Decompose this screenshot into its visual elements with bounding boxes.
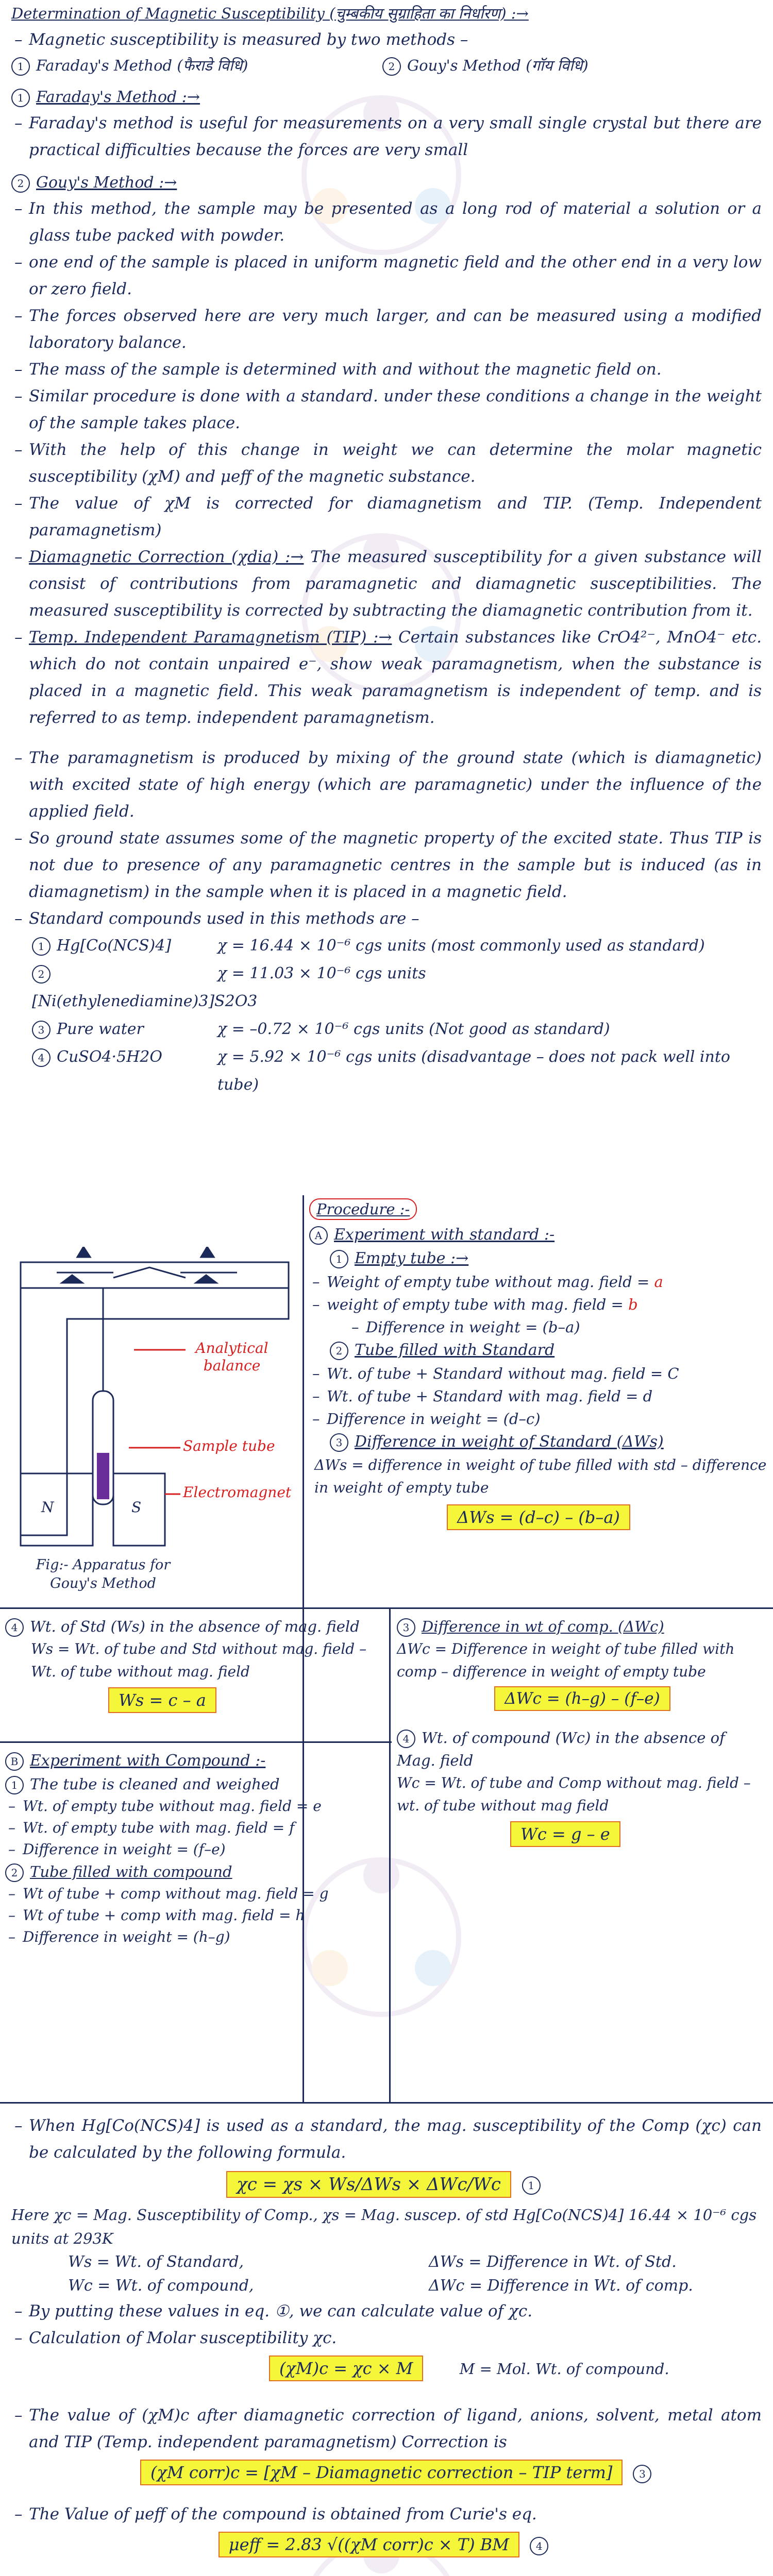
corrected-formula: (χM corr)c = [χM – Diamagnetic correction – TIP term] xyxy=(140,2460,623,2485)
ws-definition: Ws = Wt. of tube and Std without mag. field – Wt. of tube without mag. field xyxy=(31,1640,367,1680)
dia-correction xyxy=(11,544,762,624)
wc-heading: Wt. of compound (Wc) in the absence of Mag. field xyxy=(397,1729,725,1769)
method-gouy: Gouy's Method (गॉय विधि) xyxy=(407,57,589,74)
dwc-heading: Difference in wt of comp. (ΔWc) xyxy=(422,1618,664,1635)
comp-weight-block: 3 Difference in wt of comp. (ΔWc) ΔWc = Difference in weight of tube filled with comp – difference in weight of empty tube ΔWc = (h–g) – (f–e) 4 Wt. of compound (Wc) in the absence of Mag. field Wc = Wt. of tube and Comp without mag. field – wt. of tube without mag field Wc = g – e xyxy=(397,1615,768,1847)
std-with-field: – Wt. of tube + Standard with mag. field = d xyxy=(309,1385,768,1408)
faraday-heading: Faraday's Method :→ xyxy=(36,88,200,106)
tip-explanation: – The paramagnetism is produced by mixing of the ground state (which is diamagnetic) with excited state of high energy (which are paramagnetic) under the influence of the applied field. xyxy=(11,744,762,825)
tip-explanation: – Standard compounds used in this methods are – xyxy=(11,905,762,932)
standard-number: 3 xyxy=(32,1021,51,1039)
wc-definition: Wc = Wt. of tube and Comp without mag. field – wt. of tube without mag field xyxy=(397,1774,751,1814)
empty-difference: – Difference in weight = (b–a) xyxy=(309,1316,768,1338)
calc-p2: – Calculation of Molar susceptibility χc. xyxy=(11,2325,762,2351)
gouy-points xyxy=(11,195,762,544)
standard-number: 4 xyxy=(32,1048,51,1067)
column-divider xyxy=(389,1607,391,2102)
intro-section: Determination of Magnetic Susceptibility (चुम्बकीय सुग्राहिता का निर्धारण) :→ – Magnetic susceptibility is measured by two methods – 1 Faraday's Method (फैराडे विधि) 2 Gouy's Method (गॉय विधि) 1 Faraday's Method :→ – Faraday's method is useful for measurements on a very small single crystal but there are practical difficulties because the forces are very small 2 Gouy's Method :→ – In this method, the sample may be presented as a long rod of material a solution or a glass tube packed with powder. – one end of the sample is placed in uniform magnetic field and the other end in a very low or zero field. – The forces observed here are very much larger, and can be measured using a modified laboratory balance. – The mass of the sample is determined with and without the magnetic field on. – Similar procedure is done with a standard. under these conditions a change in the weight of the sample takes place. – With the help of this change in weight we can determine the molar magnetic susceptibility (χM) and μeff of the magnetic substance. – The value of χM is corrected for diamagnetism and TIP. (Temp. Independent paramagnetism) – Diamagnetic Correction (χdia) :→ The measured susceptibility for a given substance will consist of contributions from paramagnetic and diamagnetic susceptibilities. The measured susceptibility is corrected by subtracting the diamagnetic contribution from it. – Temp. Independent Paramagnetism (TIP) :→ Certain substances like CrO4²⁻, MnO4⁻ etc. which do not contain unpaired e⁻, show weak paramagnetism, when the substance is placed in a magnetic field. This weak paramagnetism is independent of temp. and is referred to as temp. independent paramagnetism. – The paramagnetism is produced by mixing of the ground state (which is diamagnetic) with excited state of high energy (which are paramagnetic) under the influence of the applied field. – So ground state assumes some of the magnetic property of the excited state. Thus TIP is not due to presence of any paramagnetic centres in the sample but is induced (as in diamagnetism) in the sample when it is placed in a magnetic field. – Standard compounds used in this methods are – 1 Hg[Co(NCS)4] χ = 16.44 × 10⁻⁶ cgs units (most commonly used as standard) 2[Ni(ethylenediamine)3]S2O3 χ = 11.03 × 10⁻⁶ cgs units 3 Pure water χ = –0.72 × 10⁻⁶ cgs units (Not good as standard) 4 CuSO4·5H2O χ = 5.92 × 10⁻⁶ cgs units (disadvantage – does not pack well into tube) xyxy=(0,3,773,1099)
eq-number: 1 xyxy=(522,2176,541,2195)
calc-p3: – The value of (χM)c after diamagnetic correction of ligand, anions, solvent, metal atom and TIP (Temp. independent paramagnetism) Correction is xyxy=(11,2402,762,2455)
method-faraday: Faraday's Method (फैराडे विधि) xyxy=(36,57,248,74)
balance-label: Analytical balance xyxy=(195,1340,268,1374)
standard-number: 1 xyxy=(32,937,51,956)
divider xyxy=(0,1607,304,1609)
faraday-text: – Faraday's method is useful for measurements on a very small single crystal but there are practical difficulties because the forces are very small xyxy=(11,110,762,163)
susceptibility-formula: χc = χs × Ws/ΔWs × ΔWc/Wc xyxy=(226,2171,511,2198)
procedure-title: Procedure :- xyxy=(309,1198,417,1220)
standard-compound xyxy=(32,1043,762,1099)
calc-p1: – By putting these values in eq. ①, we can calculate value of χc. xyxy=(11,2298,762,2325)
exp-compound-heading: Experiment with Compound :- xyxy=(30,1752,266,1770)
tube-cleaned: The tube is cleaned and weighed xyxy=(30,1775,280,1793)
empty-no-field: Weight of empty tube without mag. field = xyxy=(327,1273,650,1291)
here-definitions: Here χc = Mag. Susceptibility of Comp., χs = Mag. suscep. of std Hg[Co(NCS)4] 16.44 × 10⁻⁶ cgs units at 293K xyxy=(11,2206,757,2247)
gouy-point: – In this method, the sample may be presented as a long rod of material a solution or a glass tube packed with powder. xyxy=(11,195,762,249)
comp-difference: – Difference in weight = (h–g) xyxy=(5,1926,384,1948)
empty-with-field: weight of empty tube with mag. field = xyxy=(327,1296,624,1313)
comp-with-field: – Wt of tube + comp with mag. field = h xyxy=(5,1905,384,1926)
std-weight-block: 4 Wt. of Std (Ws) in the absence of mag. field Ws = Wt. of tube and Std without mag. field – Wt. of tube without mag. field Ws = c – a xyxy=(5,1615,384,1713)
dia-label: Diamagnetic Correction (χdia) :→ xyxy=(29,548,304,566)
gouy-point: – The value of χM is corrected for diamagnetism and TIP. (Temp. Independent paramagnetism) xyxy=(11,490,762,544)
divider xyxy=(0,1741,392,1743)
gouy-point: – Similar procedure is done with a standard. under these conditions a change in the weight of the sample takes place. xyxy=(11,383,762,436)
tip-explanation: – So ground state assumes some of the magnetic property of the excited state. Thus TIP is not due to presence of any paramagnetic centres in the sample but is induced (as in diamagnetism) in the sample when it is placed in a magnetic field. xyxy=(11,825,762,905)
molar-formula: (χM)c = χc × M xyxy=(269,2355,423,2381)
procedure-compound: B Experiment with Compound :- 1 The tube is cleaned and weighed – Wt. of empty tube without mag. field = e – Wt. of empty tube with mag. field = f – Difference in weight = (f–e) 2 Tube filled with compound – Wt of tube + comp without mag. field = g – Wt of tube + comp with mag. field = h – Difference in weight = (h–g) xyxy=(5,1749,384,1948)
exp-standard-heading: Experiment with standard :- xyxy=(334,1226,555,1244)
tip-paragraph xyxy=(11,624,762,731)
standard-value: χ = 5.92 × 10⁻⁶ cgs units (disadvantage – does not pack well into tube) xyxy=(217,1048,730,1094)
standard-compound xyxy=(32,960,762,1015)
divider xyxy=(303,1607,773,1609)
dwc-formula: ΔWc = (h–g) – (f–e) xyxy=(494,1686,670,1711)
gouy-point: – The mass of the sample is determined with and without the magnetic field on. xyxy=(11,356,762,383)
method-list: 1 Faraday's Method (फैराडे विधि) 2 Gouy's Method (गॉय विधि) xyxy=(11,53,762,78)
gouy-point: – With the help of this change in weight we can determine the molar magnetic susceptibility (χM) and μeff of the magnetic substance. xyxy=(11,436,762,490)
electromagnet-label: Electromagnet xyxy=(183,1484,292,1501)
dwc-label: ΔWc = Difference in Wt. of comp. xyxy=(429,2277,693,2295)
standard-name: [Ni(ethylenediamine)3]S2O3 xyxy=(32,992,258,1010)
standards-list xyxy=(11,932,762,1099)
comp-empty-difference: – Difference in weight = (f–e) xyxy=(5,1839,384,1860)
std-difference: – Difference in weight = (d–c) xyxy=(309,1408,768,1430)
standard-value: χ = 16.44 × 10⁻⁶ cgs units (most commonly used as standard) xyxy=(217,937,705,955)
calculation-section xyxy=(11,2112,762,2576)
value-a: a xyxy=(654,1273,663,1291)
ws-formula: Ws = c – a xyxy=(108,1687,216,1713)
standard-number: 2 xyxy=(32,965,51,984)
sample-tube-label: Sample tube xyxy=(183,1437,275,1454)
procedure-standard: Procedure :- A Experiment with standard :- 1 Empty tube :→ – Weight of empty tube without mag. field = a – weight of empty tube with mag. field = b – Difference in weight = (b–a) 2 Tube filled with Standard – Wt. of tube + Standard without mag. field = C – Wt. of tube + Standard with mag. field = d – Difference in weight = (d–c) 3 Difference in weight of Standard (ΔWs) ΔWs = difference in weight of tube filled with std – difference in weight of empty tube ΔWs = (d–c) – (b–a) xyxy=(309,1200,768,1530)
comp-empty-no-field: – Wt. of empty tube without mag. field = e xyxy=(5,1795,384,1817)
tip-label: Temp. Independent Paramagnetism (TIP) :→ xyxy=(29,628,392,647)
standard-value: χ = 11.03 × 10⁻⁶ cgs units xyxy=(217,964,426,982)
calc-intro: – When Hg[Co(NCS)4] is used as a standard, the mag. susceptibility of the Comp (χc) can be calculated by the following formula. xyxy=(11,2112,762,2166)
std-no-field: – Wt. of tube + Standard without mag. field = C xyxy=(309,1362,768,1385)
ws-heading: Wt. of Std (Ws) in the absence of mag. field xyxy=(30,1618,360,1635)
page-title: Determination of Magnetic Susceptibility (चुम्बकीय सुग्राहिता का निर्धारण) :→ xyxy=(11,5,529,22)
divider xyxy=(0,2102,773,2104)
north-pole-label: N xyxy=(41,1499,54,1516)
dws-definition: ΔWs = difference in weight of tube filled with std – difference in weight of empty tube xyxy=(314,1456,767,1496)
dwc-definition: ΔWc = Difference in weight of tube filled with comp – difference in weight of empty tube xyxy=(397,1640,735,1680)
intro-line: – Magnetic susceptibility is measured by two methods – xyxy=(11,26,762,53)
standard-name: Hg[Co(NCS)4] xyxy=(57,937,172,955)
dws-label: ΔWs = Difference in Wt. of Std. xyxy=(429,2253,677,2271)
comp-empty-with-field: – Wt. of empty tube with mag. field = f xyxy=(5,1817,384,1839)
apparatus-figure xyxy=(10,1247,299,1597)
calc-p4: – The Value of μeff of the compound is obtained from Curie's eq. xyxy=(11,2501,762,2528)
tube-std-heading: Tube filled with Standard xyxy=(355,1341,555,1359)
standard-compound xyxy=(32,932,762,960)
gouy-point: – The forces observed here are very much larger, and can be measured using a modified laboratory balance. xyxy=(11,302,762,356)
dws-formula: ΔWs = (d–c) – (b–a) xyxy=(447,1504,630,1530)
standard-name: CuSO4·5H2O xyxy=(57,1048,162,1066)
empty-tube-heading: Empty tube :→ xyxy=(355,1249,469,1267)
dws-heading: Difference in weight of Standard (ΔWs) xyxy=(355,1433,664,1451)
standard-value: χ = –0.72 × 10⁻⁶ cgs units (Not good as standard) xyxy=(217,1020,610,1038)
ws-label: Ws = Wt. of Standard, xyxy=(68,2253,244,2271)
tube-comp-heading: Tube filled with compound xyxy=(30,1863,232,1880)
value-b: b xyxy=(628,1296,638,1313)
tip2-points xyxy=(11,744,762,932)
mu-eff-formula: μeff = 2.83 √((χM corr)c × T) BM xyxy=(219,2532,519,2557)
molar-formula-note: M = Mol. Wt. of compound. xyxy=(459,2360,669,2378)
gouy-heading: Gouy's Method :→ xyxy=(36,174,177,192)
figure-caption: Fig:- Apparatus for Gouy's Method xyxy=(36,1557,171,1591)
south-pole-label: S xyxy=(131,1499,142,1516)
standard-compound xyxy=(32,1015,762,1043)
wc-formula: Wc = g – e xyxy=(510,1821,620,1847)
tip-text: Certain substances like CrO4²⁻, MnO4⁻ etc. which do not contain unpaired e⁻, show weak paramagnetism, when the substance is placed in a magnetic field. This weak paramagnetism is independent of temp. and is referred to as temp. independent paramagnetism. xyxy=(29,628,762,727)
dia-text: The measured susceptibility for a given substance will consist of contributions from paramagnetic and diamagnetic susceptibilities. The measured susceptibility is corrected by subtracting the diamagnetic contribution from it. xyxy=(29,548,762,620)
eq-number: 4 xyxy=(530,2537,548,2555)
calc-p5 xyxy=(11,2573,762,2576)
eq-number: 3 xyxy=(633,2465,651,2483)
comp-no-field: – Wt of tube + comp without mag. field = g xyxy=(5,1883,384,1905)
standard-name: Pure water xyxy=(57,1020,144,1038)
wc-label: Wc = Wt. of compound, xyxy=(68,2277,254,2295)
gouy-point: – one end of the sample is placed in uniform magnetic field and the other end in a very low or zero field. xyxy=(11,249,762,302)
